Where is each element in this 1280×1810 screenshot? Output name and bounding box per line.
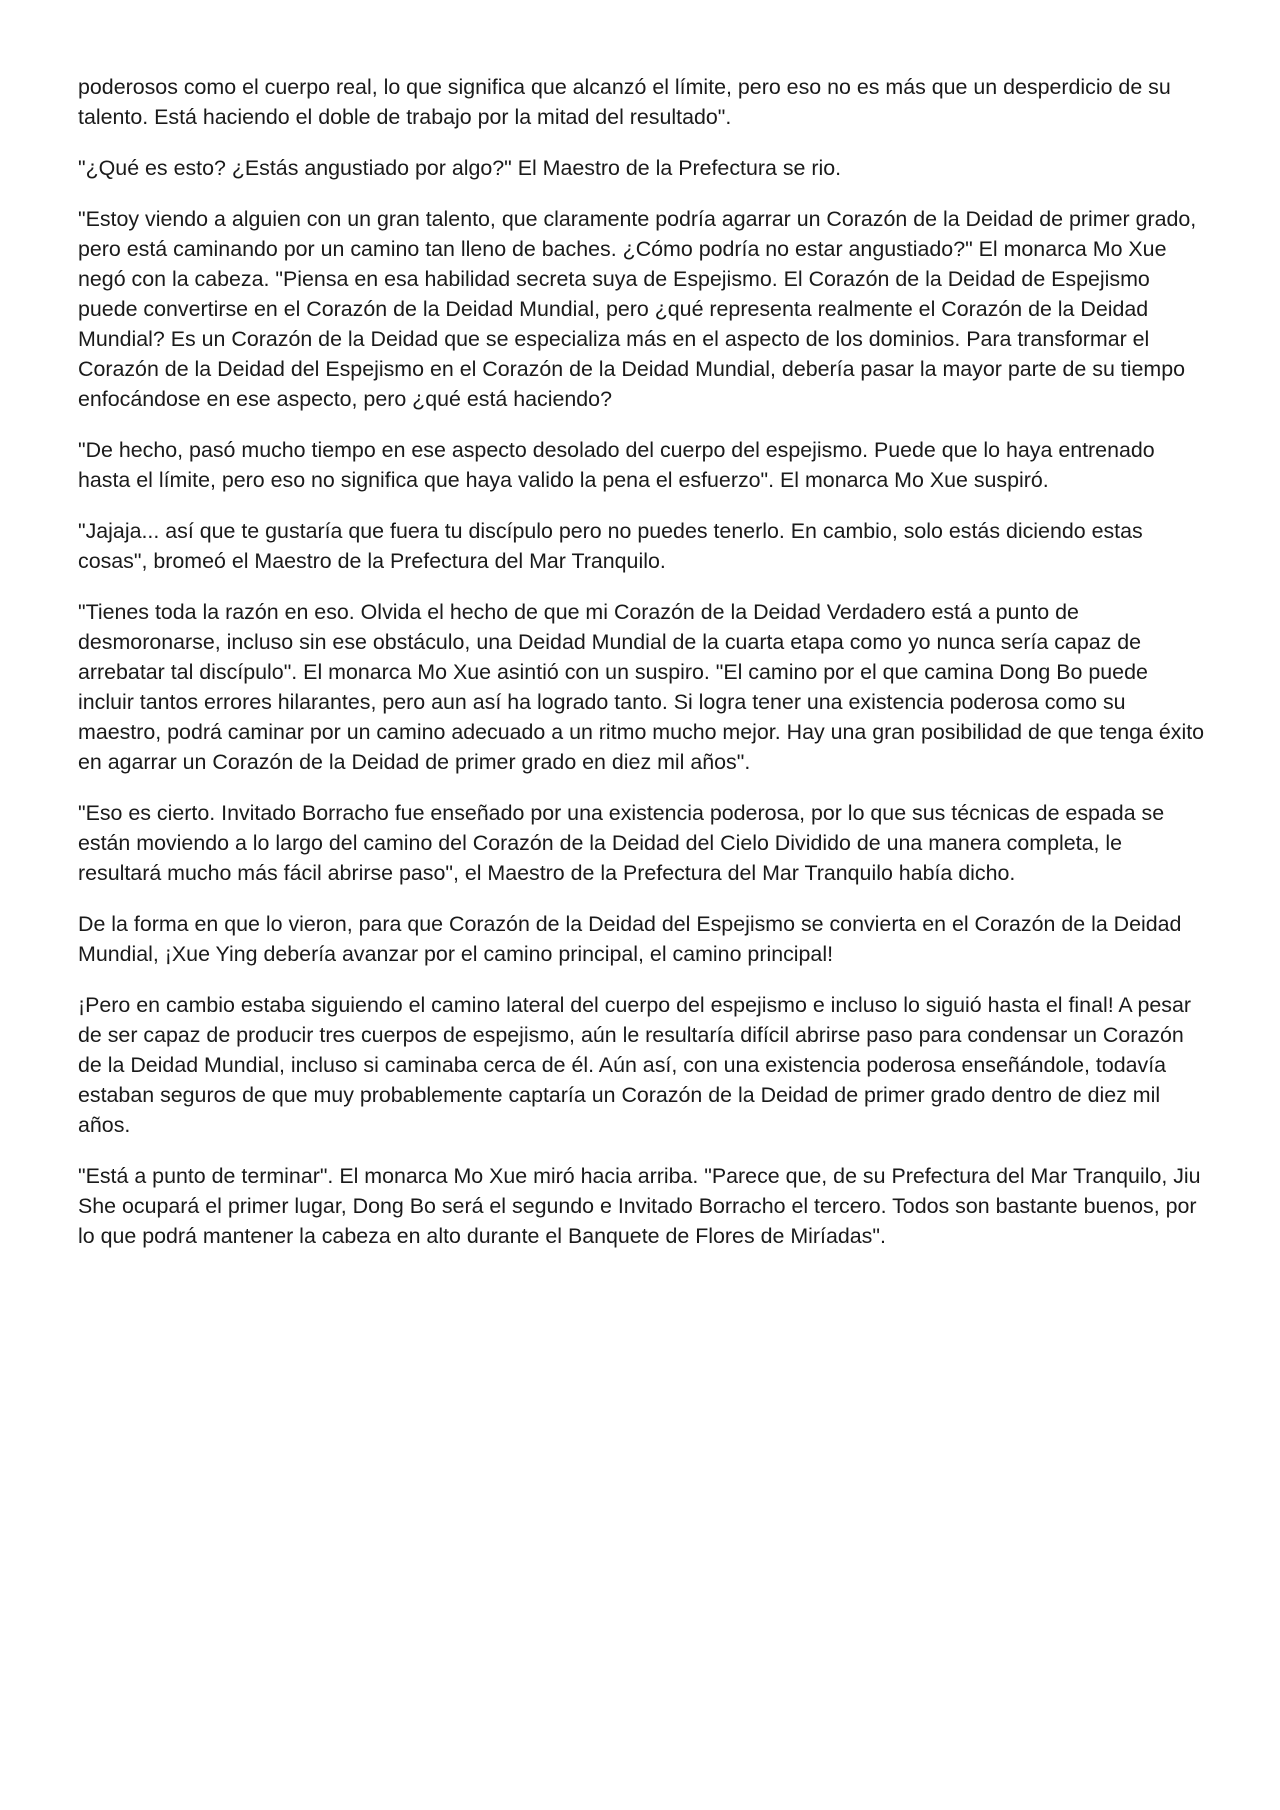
paragraph-8: De la forma en que lo vieron, para que Corazón de la Deidad del Espejismo se convierta en el Corazón de la Deidad Mundial, ¡Xue Ying debería avanzar por el camino principal, el camino principal! [78, 912, 1182, 966]
paragraph-3: "Estoy viendo a alguien con un gran talento, que claramente podría agarrar un Corazón de la Deidad de primer grado, pero está caminando por un camino tan lleno de baches. ¿Cómo podría no estar angustiado?" El monarca Mo Xue negó con la cabeza. "Piensa en esa habilidad secreta suya de Espejismo. El Corazón de la Deidad de Espejismo puede convertirse en el Corazón de la Deidad Mundial, pero ¿qué representa realmente el Corazón de la Deidad Mundial? Es un Corazón de la Deidad que se especializa más en el aspecto de los dominios. Para transformar el Corazón de la Deidad del Espejismo en el Corazón de la Deidad Mundial, debería pasar la mayor parte de su tiempo enfocándose en ese aspecto, pero ¿qué está haciendo? [78, 207, 1197, 411]
paragraph-1: poderosos como el cuerpo real, lo que significa que alcanzó el límite, pero eso no es más que un desperdicio de su talento. Está haciendo el doble de trabajo por la mitad del resultado". [78, 75, 1171, 129]
paragraph-6: "Tienes toda la razón en eso. Olvida el hecho de que mi Corazón de la Deidad Verdadero está a punto de desmoronarse, incluso sin ese obstáculo, una Deidad Mundial de la cuarta etapa como yo nunca sería capaz de arrebatar tal discípulo". El monarca Mo Xue asintió con un suspiro. "El camino por el que camina Dong Bo puede incluir tantos errores hilarantes, pero aun así ha logrado tanto. Si logra tener una existencia poderosa como su maestro, podrá caminar por un camino adecuado a un ritmo mucho mejor. Hay una gran posibilidad de que tenga éxito en agarrar un Corazón de la Deidad de primer grado en diez mil años". [78, 600, 1205, 774]
paragraph-4: "De hecho, pasó mucho tiempo en ese aspecto desolado del cuerpo del espejismo. Puede que lo haya entrenado hasta el límite, pero eso no significa que haya valido la pena el esfuerzo". El monarca Mo Xue suspiró. [78, 438, 1155, 492]
document-page [78, 72, 1208, 1272]
paragraph-9: ¡Pero en cambio estaba siguiendo el camino lateral del cuerpo del espejismo e incluso lo siguió hasta el final! A pesar de ser capaz de producir tres cuerpos de espejismo, aún le resultaría difícil abrirse paso para condensar un Corazón de la Deidad Mundial, incluso si caminaba cerca de él. Aún así, con una existencia poderosa enseñándole, todavía estaban seguros de que muy probablemente captaría un Corazón de la Deidad de primer grado dentro de diez mil años. [78, 993, 1191, 1137]
paragraph-7: "Eso es cierto. Invitado Borracho fue enseñado por una existencia poderosa, por lo que sus técnicas de espada se están moviendo a lo largo del camino del Corazón de la Deidad del Cielo Dividido de una manera completa, le resultará mucho más fácil abrirse paso", el Maestro de la Prefectura del Mar Tranquilo había dicho. [78, 801, 1165, 885]
paragraph-5: "Jajaja... así que te gustaría que fuera tu discípulo pero no puedes tenerlo. En cambio, solo estás diciendo estas cosas", bromeó el Maestro de la Prefectura del Mar Tranquilo. [78, 519, 1143, 573]
paragraph-10: "Está a punto de terminar". El monarca Mo Xue miró hacia arriba. "Parece que, de su Prefectura del Mar Tranquilo, Jiu She ocupará el primer lugar, Dong Bo será el segundo e Invitado Borracho el tercero. Todos son bastante buenos, por lo que podrá mantener la cabeza en alto durante el Banquete de Flores de Miríadas". [78, 1164, 1201, 1248]
paragraph-2: "¿Qué es esto? ¿Estás angustiado por algo?" El Maestro de la Prefectura se rio. [78, 156, 842, 180]
